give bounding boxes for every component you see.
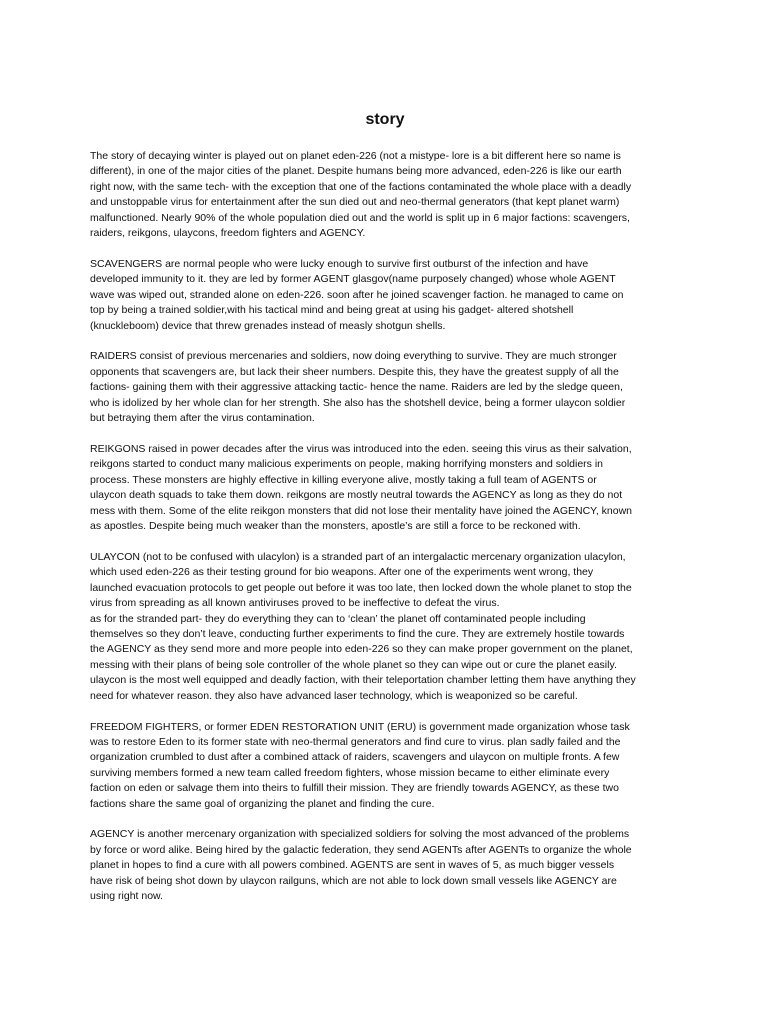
- text-line: who is idolized by her whole clan for her strength. She also has the shotshell device, being a former ulaycon soldier: [90, 396, 626, 409]
- paragraph-reikgons: [90, 442, 680, 534]
- text-line: different), in one of the major cities of the planet. Despite humans being more advanced, eden-226 is like our earth: [90, 165, 622, 178]
- text-line: right now, with the same tech- with the exception that one of the factions contaminated the whole place with a deadly: [90, 180, 632, 193]
- text-line: organization crumbled to dust after a combined attack of raiders, scavengers and ulaycon on multiple fronts. A few: [90, 751, 620, 764]
- paragraph-intro: [90, 149, 680, 241]
- text-line: process. These monsters are highly effective in killing everyone alive, mostly taking a full team of AGENTS or: [90, 473, 597, 486]
- story-body: [90, 149, 680, 904]
- paragraph-scavengers: [90, 257, 680, 334]
- text-line: SCAVENGERS are normal people who were lucky enough to survive first outburst of the infection and have: [90, 257, 589, 270]
- text-line: wave was wiped out, stranded alone on eden-226. soon after he joined scavenger faction. he managed to came on: [90, 288, 624, 301]
- text-line: planet in hopes to find a cure with all powers combined. AGENTS are sent in waves of 5, as much bigger vessels: [90, 859, 615, 872]
- text-line: mess with them. Some of the elite reikgon monsters that did not lose their mentality have joined the AGENCY, known: [90, 504, 633, 517]
- text-line: which used eden-226 as their testing ground for bio weapons. After one of the experiments went wrong, they: [90, 566, 594, 579]
- paragraph-raiders: [90, 349, 680, 426]
- text-line: need for whatever reason. they also have advanced laser technology, which is weaponized so be careful.: [90, 689, 578, 702]
- text-line: but betraying them after the virus contamination.: [90, 412, 315, 425]
- text-line: ulaycon death squads to take them down. reikgons are mostly neutral towards the AGENCY as long as they do not: [90, 489, 623, 502]
- text-line: The story of decaying winter is played out on planet eden-226 (not a mistype- lore is a bit different here so name is: [90, 150, 621, 162]
- paragraph-ulaycon: [90, 550, 680, 704]
- text-line: reikgons started to conduct many malicious experiments on people, making horrifying monsters and soldiers in: [90, 458, 604, 471]
- text-line: was to restore Eden to its former state with neo-thermal generators and find cure to virus. plan sadly failed and the: [90, 735, 621, 748]
- text-line: using right now.: [90, 890, 163, 903]
- text-line: FREEDOM FIGHTERS, or former EDEN RESTORATION UNIT (ERU) is government made organization whose task: [90, 720, 630, 733]
- text-line: REIKGONS raised in power decades after the virus was introduced into the eden. seeing this virus as their salvation,: [90, 443, 632, 455]
- text-line: virus from spreading as all known antiviruses proved to be ineffective to defeat the virus.: [90, 597, 500, 610]
- text-line: AGENCY is another mercenary organization with specialized soldiers for solving the most advanced of the problems: [90, 828, 630, 841]
- text-line: factions share the same goal of organizing the planet and finding the cure.: [90, 797, 435, 810]
- text-line: top by being a trained soldier,with his tactical mind and being great at using his gadget- altered shotshell: [90, 304, 574, 317]
- text-line: raiders, reikgons, ulaycons, freedom fighters and AGENCY.: [90, 227, 366, 240]
- text-line: RAIDERS consist of previous mercenaries and soldiers, now doing everything to survive. They are much stronger: [90, 350, 617, 363]
- text-line: and unstoppable virus for entertainment after the sun died out and neo-thermal generators (that kept planet warm): [90, 196, 620, 209]
- document-page: [90, 0, 680, 920]
- text-line: malfunctioned. Nearly 90% of the whole population died out and the world is split up in 6 major factions: scavengers,: [90, 211, 630, 224]
- paragraph-agency: [90, 827, 680, 904]
- text-line: ulaycon is the most well equipped and deadly faction, with their teleportation chamber letting them have anything they: [90, 674, 636, 687]
- text-line: the AGENCY as they send more and more people into eden-226 so they can make proper government on the planet,: [90, 643, 633, 656]
- text-line: as apostles. Despite being much weaker than the monsters, apostle’s are still a force to be reckoned with.: [90, 520, 581, 533]
- text-line: factions- gaining them with their aggressive attacking tactic- hence the name. Raiders are led by the sledge queen,: [90, 381, 623, 394]
- text-line: opponents that scavengers are, but lack their sheer numbers. Despite this, they have the greatest supply of all the: [90, 365, 619, 378]
- text-line: faction on eden or salvage them into theirs to fulfill their mission. They are friendly towards AGENCY, as these two: [90, 782, 619, 795]
- text-line: ULAYCON (not to be confused with ulacylon) is a stranded part of an intergalactic mercenary organization ulacylon,: [90, 550, 626, 563]
- text-line: by force or word alike. Being hired by the galactic federation, they send AGENTs after AGENTs to organize the whole: [90, 843, 632, 856]
- text-line: as for the stranded part- they do everything they can to ‘clean’ the planet off contaminated people including: [90, 612, 586, 625]
- text-line: have risk of being shot down by ulaycon railguns, which are not able to lock down small vessels like AGENCY are: [90, 874, 617, 887]
- text-line: (knuckleboom) device that threw grenades instead of measly shotgun shells.: [90, 319, 446, 332]
- text-line: messing with their plans of being sole controller of the whole planet so they can wipe out or cure the planet easily.: [90, 658, 617, 671]
- text-line: developed immunity to it. they are led by former AGENT glasgov(name purposely changed) whose whole AGENT: [90, 273, 616, 286]
- paragraph-freedom-fighters: [90, 720, 680, 812]
- text-line: launched evacuation protocols to get people out before it was too late, then locked down the whole planet to stop the: [90, 581, 632, 594]
- text-line: themselves so they don’t leave, conducting further experiments to find the cure. They are extremely hostile towards: [90, 627, 625, 640]
- page-title: story: [365, 111, 405, 128]
- text-line: surviving members formed a new team called freedom fighters, whose mission became to either eliminate every: [90, 766, 610, 779]
